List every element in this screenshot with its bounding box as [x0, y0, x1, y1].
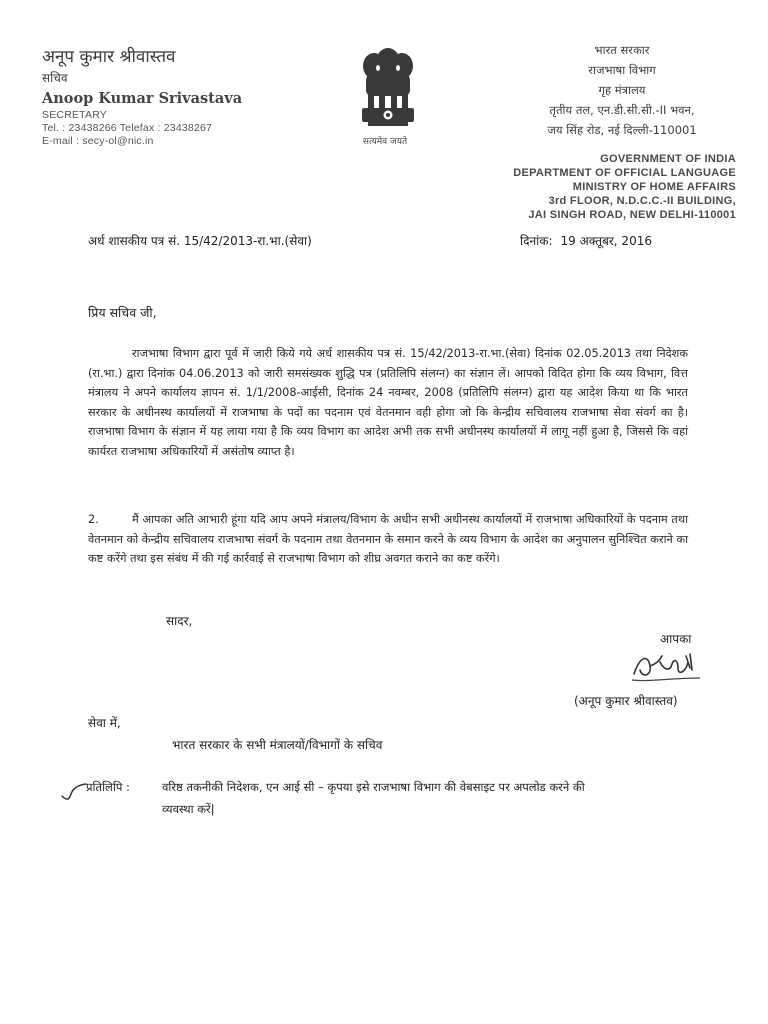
- yours-label: आपका: [660, 632, 692, 646]
- date-value: 19 अक्तूबर, 2016: [560, 234, 652, 248]
- govt-hindi-line-3: गृह मंत्रालय: [598, 83, 646, 97]
- paragraph-2: [88, 510, 688, 569]
- letterhead-left: [42, 46, 322, 148]
- handwritten-signature: [630, 648, 706, 684]
- paragraph-2-text: मैं आपका अति आभारी हूंगा यदि आप अपने मंत्रालय/विभाग के अधीन सभी अधीनस्थ कार्यालयों में राजभाषा अधिकारियों के पदनाम तथा वेतनमान को केन्द्रीय सचिवालय राजभाषा संवर्ग के पदनाम तथा वेतनमान के समान करने के व्यय विभाग के आदेश का अनुपालन सुनिश्चित कराने का कष्ट करेंगे तथा इस संबंध में की गई कार्रवाई से राजभाषा विभाग को शीघ्र अवगत कराने का कष्ट करेंगे।: [88, 513, 688, 565]
- salutation: प्रिय सचिव जी,: [88, 305, 157, 320]
- emblem-motto: सत्यमेव जयते: [362, 137, 408, 147]
- reference-number: अर्ध शासकीय पत्र सं. 15/42/2013-रा.भा.(सेवा): [88, 234, 312, 248]
- govt-english-line-3: MINISTRY OF HOME AFFAIRS: [572, 181, 736, 193]
- letterhead-right: [486, 40, 758, 222]
- govt-english-line-2: DEPARTMENT OF OFFICIAL LANGUAGE: [513, 167, 736, 179]
- letter-date: [520, 232, 652, 249]
- copy-to: [64, 776, 704, 820]
- signatory-name: (अनूप कुमार श्रीवास्तव): [574, 694, 678, 708]
- closing: सादर,: [166, 614, 193, 628]
- sender-email: E-mail : secy-ol@nic.in: [42, 135, 154, 147]
- copy-text-line-1: वरिष्ठ तकनीकी निदेशक, एन आई सी – कृपया इसे राजभाषा विभाग की वेबसाइट पर अपलोड करने की: [162, 780, 585, 794]
- copy-label: प्रतिलिपि :: [86, 780, 130, 794]
- paragraph-2-number: 2.: [88, 513, 99, 526]
- govt-hindi-line-4: तृतीय तल, एन.डी.सी.सी.-II भवन,: [549, 103, 695, 117]
- govt-hindi-line-5: जय सिंह रोड, नई दिल्ली-110001: [547, 123, 697, 137]
- sender-name-english: Anoop Kumar Srivastava: [42, 90, 243, 107]
- sender-name-hindi: अनूप कुमार श्रीवास्तव: [42, 47, 176, 67]
- addressee: भारत सरकार के सभी मंत्रालयों/विभागों के सचिव: [172, 738, 383, 752]
- copy-text-line-2: व्यवस्था करें|: [162, 802, 215, 816]
- govt-english-line-4: 3rd FLOOR, N.D.C.C.-II BUILDING,: [548, 195, 736, 207]
- sender-designation-english: SECRETARY: [42, 109, 108, 121]
- date-label: दिनांक:: [520, 234, 553, 248]
- govt-english-block: [486, 152, 758, 222]
- govt-hindi-line-1: भारत सरकार: [594, 43, 650, 57]
- govt-english-line-5: JAI SINGH ROAD, NEW DELHI-110001: [528, 209, 736, 221]
- govt-hindi-line-2: राजभाषा विभाग: [588, 63, 656, 77]
- sender-designation-hindi: सचिव: [42, 71, 68, 85]
- sender-phone: Tel. : 23438266 Telefax : 23438267: [42, 122, 213, 134]
- paragraph-1: राजभाषा विभाग द्वारा पूर्व में जारी किये गये अर्ध शासकीय पत्र सं. 15/42/2013-रा.भा.(सेवा) दिनांक 02.05.2013 तथा निदेशक (रा.भा.) द्वारा दिनांक 04.06.2013 को जारी समसंख्यक शुद्धि पत्र (प्रतिलिपि संलग्न) का संज्ञान लें। आपको विदित होगा कि व्यय विभाग, वित्त मंत्रालय ने अपने कार्यालय ज्ञापन सं. 1/1/2008-आईसी, दिनांक 24 नवम्बर, 2008 (प्रतिलिपि संलग्न) द्वारा यह आदेश किया था कि भारत सरकार के अधीनस्थ कार्यालयों में राजभाषा के पदों का पदनाम एवं वेतनमान वही होगा जो कि केन्द्रीय सचिवालय राजभाषा सेवा संवर्ग का है। राजभाषा विभाग के संज्ञान में यह लाया गया है कि व्यय विभाग का आदेश अभी तक सभी अधीनस्थ कार्यालयों में लागू नहीं हुआ है, जिससे कि वहां कार्यरत राजभाषा अधिकारियों में असंतोष व्याप्त है।: [88, 347, 688, 458]
- to-label: सेवा में,: [88, 716, 121, 730]
- govt-english-line-1: GOVERNMENT OF INDIA: [600, 153, 736, 165]
